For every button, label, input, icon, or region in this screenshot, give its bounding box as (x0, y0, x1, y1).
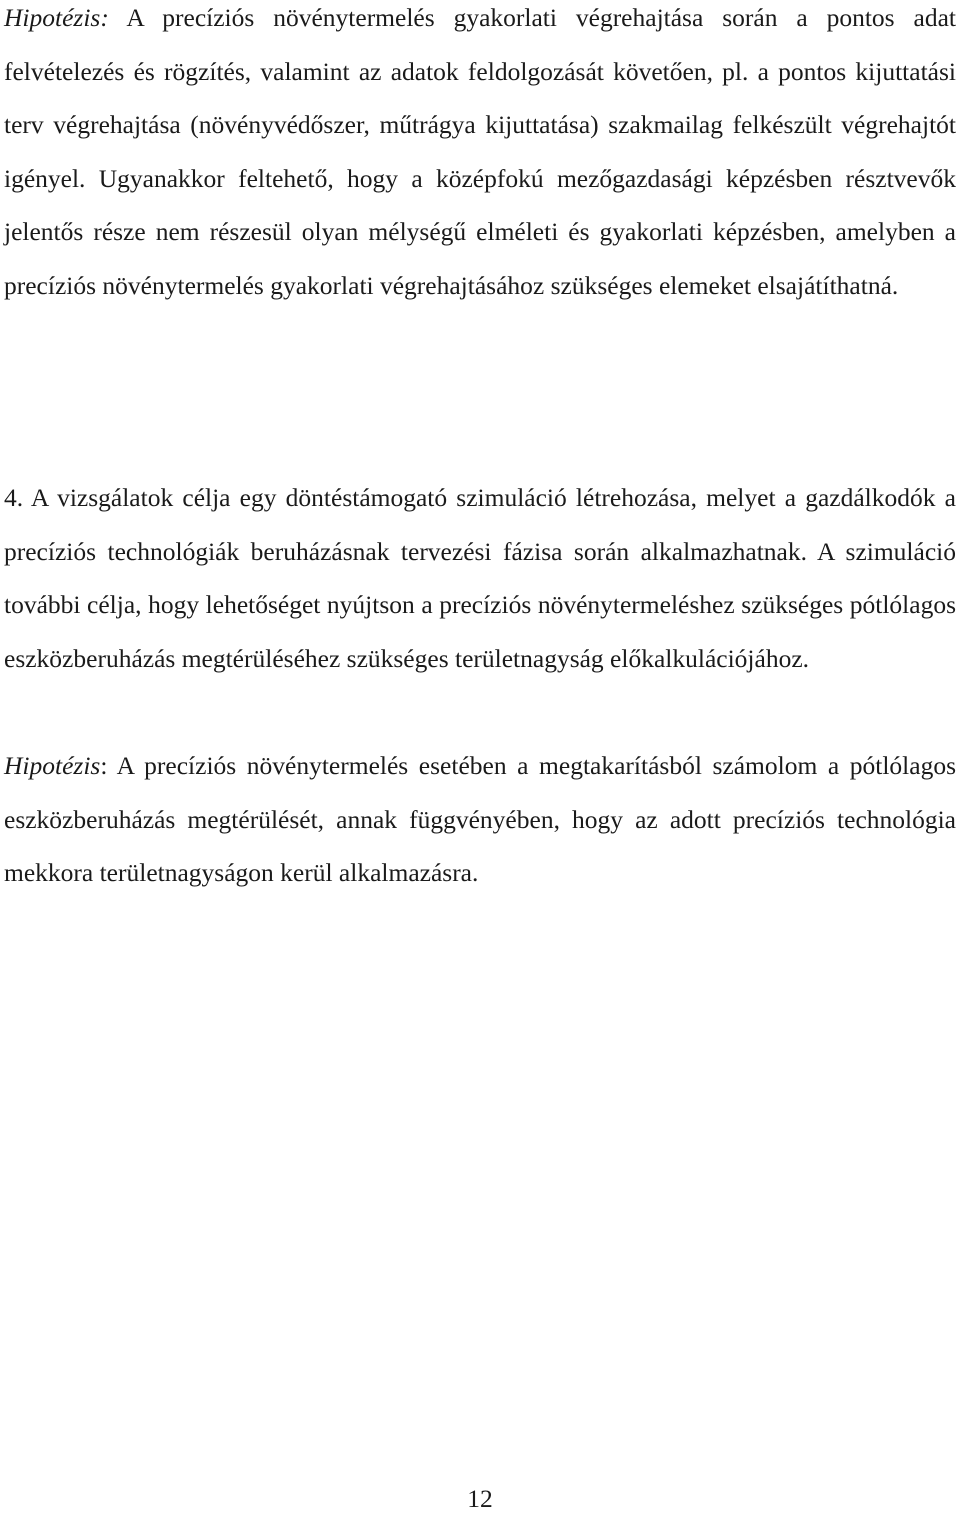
section-4-paragraph (4, 471, 956, 685)
hypothesis-text: : A precíziós növénytermelés esetében a megtakarításból számolom a pótlólagos eszközberuházás megtérülését, annak függvényében, hogy az adott precíziós technológia mekkora területnagyságon kerül alkalmazásra. (4, 751, 956, 888)
hypothesis-label: Hipotézis: (4, 3, 109, 32)
page-number: 12 (467, 1484, 493, 1513)
hypothesis-text: A precíziós növénytermelés gyakorlati végrehajtása során a pontos adat felvételezés és rögzítés, valamint az adatok feldolgozását követően, pl. a pontos kijuttatási terv végrehajtása (növényvédőszer, műtrágya kijuttatása) szakmailag felkészült végrehajtót igényel. Ugyanakkor feltehető, hogy a középfokú mezőgazdasági képzésben résztvevők jelentős része nem részesül olyan mélységű elméleti és gyakorlati képzésben, amelyben a precíziós növénytermelés gyakorlati végrehajtásához szükséges elemeket elsajátíthatná. (4, 3, 956, 300)
hypothesis-paragraph-1 (4, 0, 956, 313)
hypothesis-label: Hipotézis (4, 751, 101, 780)
hypothesis-paragraph-2 (4, 739, 956, 900)
section-4-text: 4. A vizsgálatok célja egy döntéstámogató szimuláció létrehozása, melyet a gazdálkodók a precíziós technológiák beruházásnak tervezési fázisa során alkalmazhatnak. A szimuláció további célja, hogy lehetőséget nyújtson a precíziós növénytermeléshez szükséges pótlólagos eszközberuházás megtérüléséhez szükséges területnagyság előkalkulációjához. (4, 483, 956, 673)
